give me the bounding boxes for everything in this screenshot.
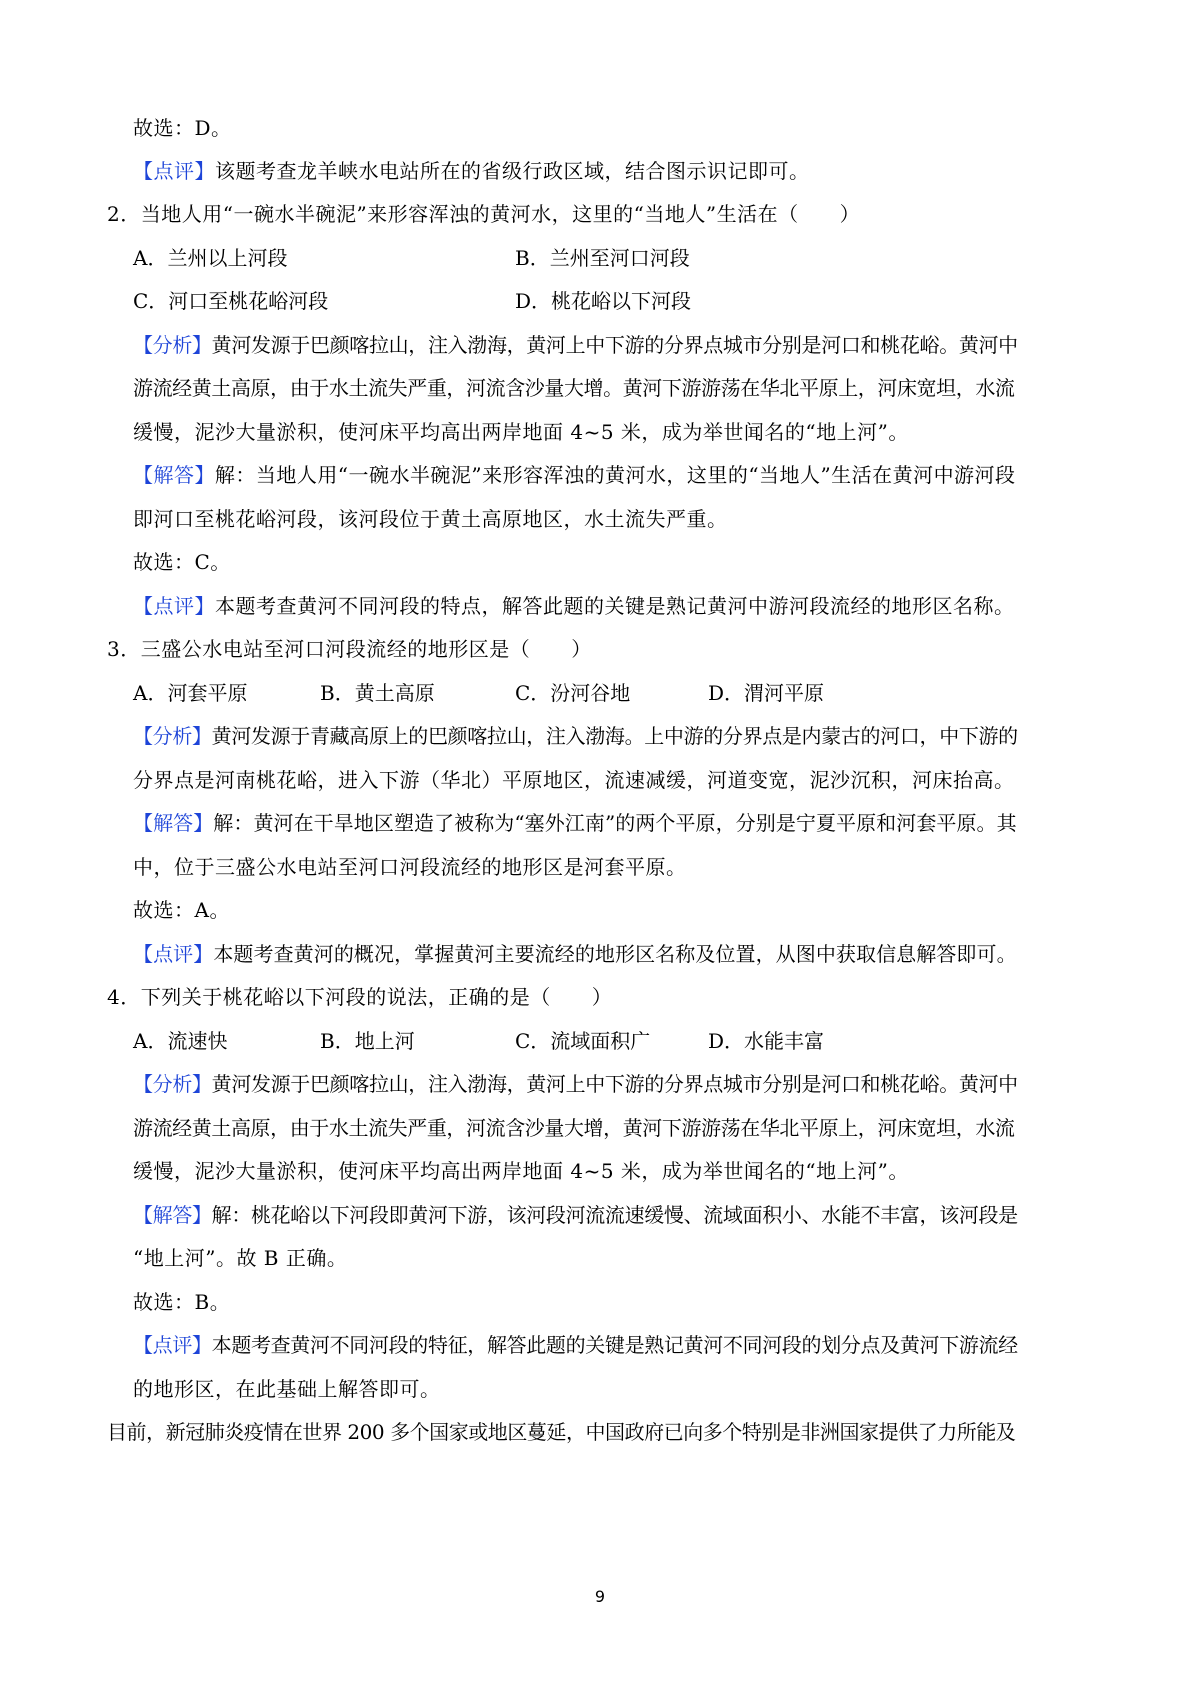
comment-tag: 【点评】 [133,594,215,618]
q2-stem: 2．当地人用“一碗水半碗泥”来形容浑浊的黄河水，这里的“当地人”生活在（ ） [107,202,861,226]
q3-comment [133,939,1017,969]
q2-analysis-text-1: 黄河发源于巴颜喀拉山，注入渤海，黄河上中下游的分界点城市分别是河口和桃花峪。黄河中 [211,333,1018,357]
q4-choice: 故选：B。 [133,1290,231,1314]
answer-tag: 【解答】 [133,463,215,487]
q2-comment [133,591,1015,621]
q4-option-c: C．流域面积广 [515,1029,651,1053]
comment-tag: 【点评】 [133,159,215,183]
q3-analysis-line-1 [133,721,1018,751]
q2-answer-line-1 [133,460,1015,490]
q4-comment-text-1: 本题考查黄河不同河段的特征，解答此题的关键是熟记黄河不同河段的划分点及黄河下游流经 [211,1333,1018,1357]
q3-answer-line-1 [133,808,1017,838]
q4-option-d: D．水能丰富 [708,1029,825,1053]
q2-analysis-line-1 [133,330,1018,360]
q3-analysis-line-2: 分界点是河南桃花峪，进入下游（华北）平原地区，流速减缓，河道变宽，泥沙沉积，河床抬高。 [133,768,1015,792]
q2-option-c: C．河口至桃花峪河段 [133,289,329,313]
answer-tag: 【解答】 [133,811,214,835]
q3-stem: 3．三盛公水电站至河口河段流经的地形区是（ ） [107,637,592,661]
analysis-tag: 【分析】 [133,333,212,357]
q2-comment-text: 本题考查黄河不同河段的特点，解答此题的关键是熟记黄河中游河段流经的地形区名称。 [215,594,1015,618]
q3-analysis-text-1: 黄河发源于青藏高原上的巴颜喀拉山，注入渤海。上中游的分界点是内蒙古的河口，中下游的 [211,724,1018,748]
q2-option-a: A．兰州以上河段 [133,246,288,270]
q4-answer-line-1 [133,1200,1018,1230]
q3-option-c: C．汾河谷地 [515,681,631,705]
q1-comment [133,156,810,186]
q4-analysis-line-1 [133,1069,1018,1099]
analysis-tag: 【分析】 [133,1072,212,1096]
analysis-tag: 【分析】 [133,724,212,748]
q1-comment-text: 该题考查龙羊峡水电站所在的省级行政区域，结合图示识记即可。 [215,159,810,183]
q2-analysis-line-3: 缓慢，泥沙大量淤积，使河床平均高出两岸地面 4~5 米，成为举世闻名的“地上河”。 [133,420,909,444]
q3-answer-text-1: 解：黄河在干旱地区塑造了被称为“塞外江南”的两个平原，分别是宁夏平原和河套平原。其 [213,811,1017,835]
page-number: 9 [594,1587,606,1606]
q4-comment-line-1 [133,1330,1018,1360]
q3-comment-text: 本题考查黄河的概况，掌握黄河主要流经的地形区名称及位置，从图中获取信息解答即可。 [213,942,1017,966]
q4-option-b: B．地上河 [320,1029,415,1053]
answer-tag: 【解答】 [133,1203,212,1227]
q3-option-b: B．黄土高原 [320,681,435,705]
q1-choice: 故选：D。 [133,116,232,140]
q3-option-d: D．渭河平原 [708,681,825,705]
q2-option-b: B．兰州至河口河段 [515,246,690,270]
next-passage-line: 目前，新冠肺炎疫情在世界 200 多个国家或地区蔓延，中国政府已向多个特别是非洲国家提供了力所能及 [107,1420,1016,1444]
q3-option-a: A．河套平原 [133,681,248,705]
q3-answer-line-2: 中，位于三盛公水电站至河口河段流经的地形区是河套平原。 [133,855,687,879]
q4-analysis-line-2: 游流经黄土高原，由于水土流失严重，河流含沙量大增，黄河下游游荡在华北平原上，河床宽坦，水流 [133,1116,1015,1140]
q2-choice: 故选：C。 [133,550,231,574]
q2-option-d: D．桃花峪以下河段 [515,289,692,313]
comment-tag: 【点评】 [133,1333,212,1357]
q2-analysis-line-2: 游流经黄土高原，由于水土流失严重，河流含沙量大增。黄河下游游荡在华北平原上，河床宽坦，水流 [133,376,1015,400]
q4-answer-line-2: “地上河”。故 B 正确。 [133,1246,348,1270]
q4-answer-text-1: 解：桃花峪以下河段即黄河下游，该河段河流流速缓慢、流域面积小、水能不丰富，该河段是 [211,1203,1018,1227]
q2-answer-line-2: 即河口至桃花峪河段，该河段位于黄土高原地区，水土流失严重。 [133,507,728,531]
q4-analysis-line-3: 缓慢，泥沙大量淤积，使河床平均高出两岸地面 4~5 米，成为举世闻名的“地上河”。 [133,1159,909,1183]
comment-tag: 【点评】 [133,942,214,966]
q4-comment-line-2: 的地形区，在此基础上解答即可。 [133,1377,441,1401]
q4-option-a: A．流速快 [133,1029,228,1053]
q3-choice: 故选：A。 [133,898,230,922]
q4-stem: 4．下列关于桃花峪以下河段的说法，正确的是（ ） [107,985,613,1009]
q4-analysis-text-1: 黄河发源于巴颜喀拉山，注入渤海，黄河上中下游的分界点城市分别是河口和桃花峪。黄河中 [211,1072,1018,1096]
q2-answer-text-1: 解：当地人用“一碗水半碗泥”来形容浑浊的黄河水，这里的“当地人”生活在黄河中游河段 [214,463,1016,487]
